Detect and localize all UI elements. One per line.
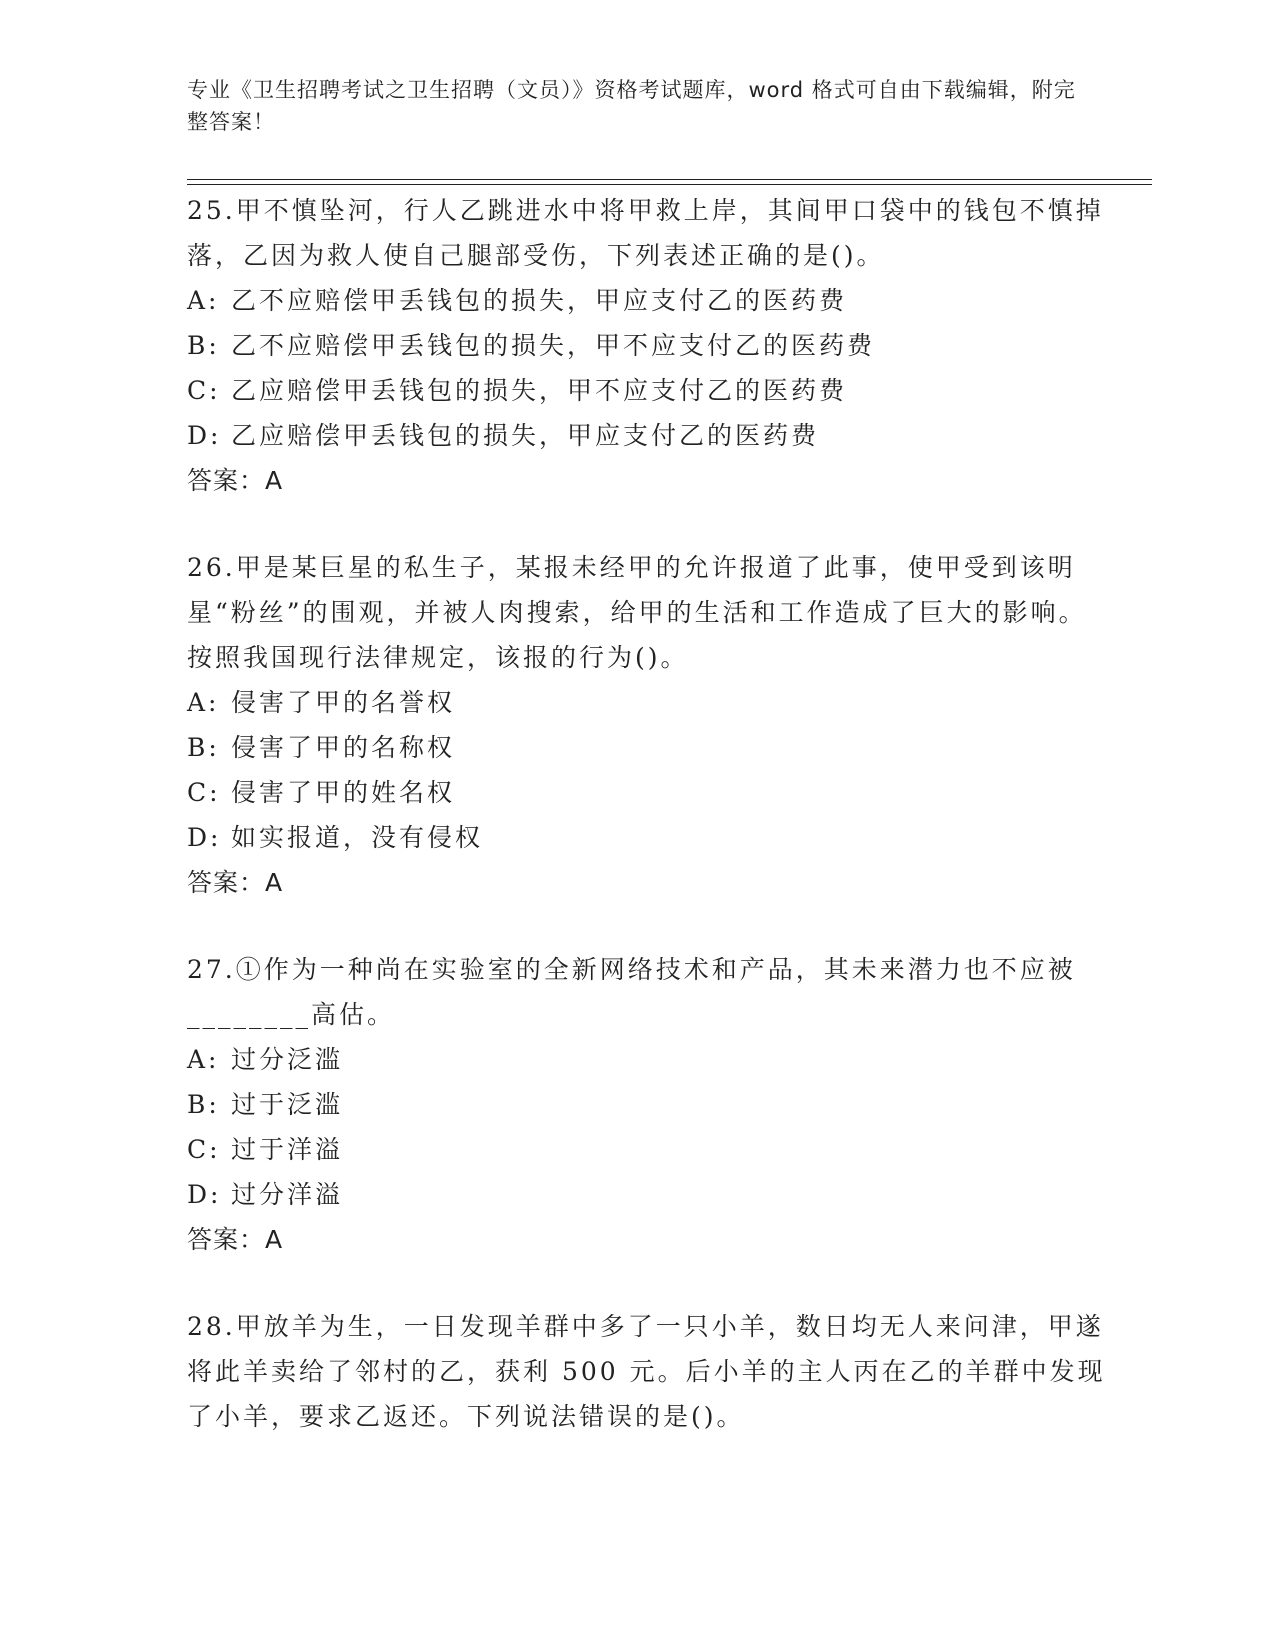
option-text: 乙应赔偿甲丢钱包的损失，甲应支付乙的医药费 — [231, 421, 820, 450]
option-key: C: — [187, 376, 221, 405]
option-b — [187, 323, 1107, 368]
option-d — [187, 815, 1107, 860]
question-text: 27.①作为一种尚在实验室的全新网络技术和产品，其未来潜力也不应被________高估。 — [187, 955, 1076, 1029]
option-text: 乙不应赔偿甲丢钱包的损失，甲应支付乙的医药费 — [231, 286, 848, 315]
option-a — [187, 1037, 1107, 1082]
option-b — [187, 1082, 1107, 1127]
question-26 — [187, 545, 1107, 905]
question-text: 26.甲是某巨星的私生子，某报未经甲的允许报道了此事，使甲受到该明星“粉丝”的围观，并被人肉搜索，给甲的生活和工作造成了巨大的影响。按照我国现行法律规定，该报的行为()。 — [187, 553, 1087, 672]
option-d — [187, 1172, 1107, 1217]
option-key: B: — [187, 1090, 220, 1119]
option-c — [187, 770, 1107, 815]
option-text: 乙应赔偿甲丢钱包的损失，甲不应支付乙的医药费 — [231, 376, 848, 405]
option-text: 侵害了甲的名称权 — [231, 733, 456, 762]
document-header — [187, 74, 1087, 138]
option-text: 乙不应赔偿甲丢钱包的损失，甲不应支付乙的医药费 — [231, 331, 876, 360]
option-key: D: — [187, 421, 222, 450]
header-rule-top — [187, 179, 1152, 180]
answer-line: 答案：A — [187, 466, 284, 495]
question-25 — [187, 188, 1107, 503]
question-text: 28.甲放羊为生，一日发现羊群中多了一只小羊，数日均无人来问津，甲遂将此羊卖给了邻村的乙，获利 500 元。后小羊的主人丙在乙的羊群中发现了小羊，要求乙返还。下列说法错误的是()。 — [187, 1312, 1106, 1431]
answer-line: 答案：A — [187, 1225, 284, 1254]
option-key: D: — [187, 1180, 222, 1209]
option-c — [187, 1127, 1107, 1172]
option-d — [187, 413, 1107, 458]
option-key: D: — [187, 823, 222, 852]
option-text: 侵害了甲的姓名权 — [231, 778, 456, 807]
option-key: B: — [187, 733, 220, 762]
option-a — [187, 278, 1107, 323]
option-a — [187, 680, 1107, 725]
option-text: 过分泛滥 — [231, 1045, 344, 1074]
answer-line: 答案：A — [187, 868, 284, 897]
option-key: A: — [187, 1045, 220, 1074]
option-text: 过于泛滥 — [231, 1090, 344, 1119]
option-key: A: — [187, 286, 220, 315]
option-text: 过于洋溢 — [231, 1135, 344, 1164]
question-28 — [187, 1304, 1107, 1439]
option-text: 侵害了甲的名誉权 — [231, 688, 456, 717]
option-key: B: — [187, 331, 220, 360]
option-key: A: — [187, 688, 220, 717]
option-key: C: — [187, 778, 221, 807]
header-text: 专业《卫生招聘考试之卫生招聘（文员）》资格考试题库，word 格式可自由下载编辑，附完整答案！ — [187, 78, 1076, 134]
option-c — [187, 368, 1107, 413]
option-text: 如实报道，没有侵权 — [231, 823, 484, 852]
option-b — [187, 725, 1107, 770]
header-rule-bottom — [187, 184, 1152, 185]
option-key: C: — [187, 1135, 221, 1164]
option-text: 过分洋溢 — [231, 1180, 344, 1209]
question-text: 25.甲不慎坠河，行人乙跳进水中将甲救上岸，其间甲口袋中的钱包不慎掉落，乙因为救人使自己腿部受伤，下列表述正确的是()。 — [187, 196, 1104, 270]
question-list — [187, 188, 1107, 1481]
question-27 — [187, 947, 1107, 1262]
